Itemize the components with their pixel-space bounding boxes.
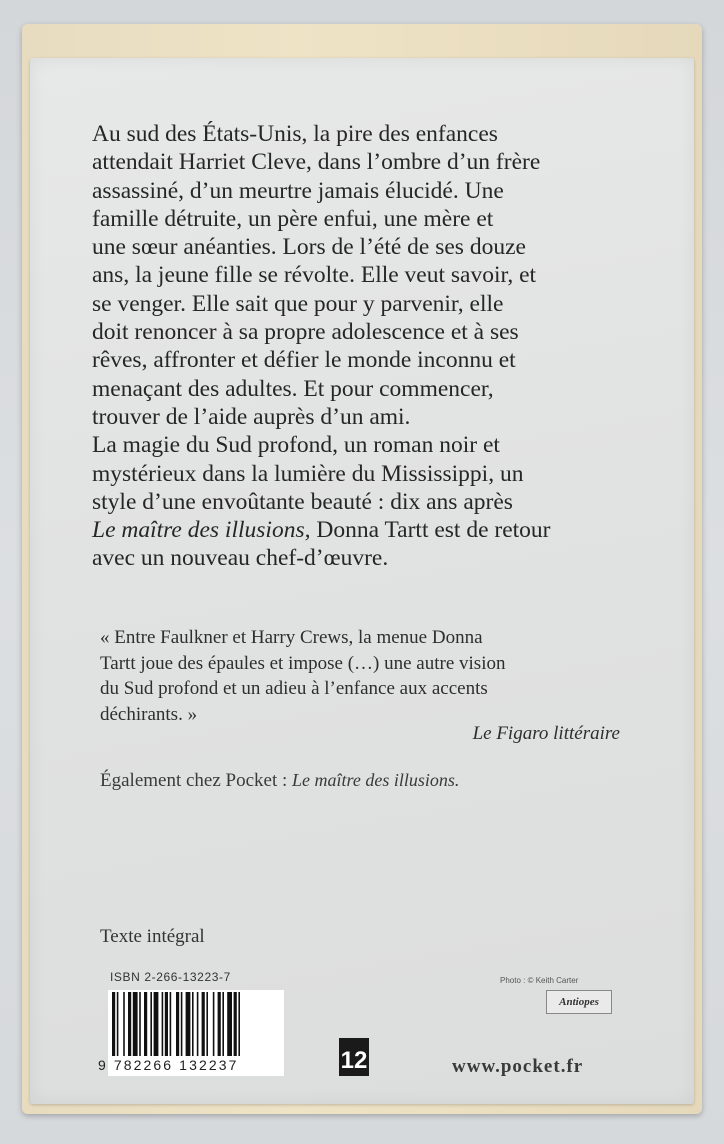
barcode-bar (181, 992, 183, 1056)
blurb-line: La magie du Sud profond, un roman noir et (92, 432, 500, 459)
blurb-line: avec un nouveau chef-d’œuvre. (92, 545, 389, 572)
also-title: Le maître des illusions. (292, 770, 460, 790)
barcode-bar (144, 992, 147, 1056)
blurb-line: ans, la jeune fille se révolte. Elle veut savoir, et (92, 262, 537, 289)
quote-line: du Sud profond et un adieu à l’enfance aux accents (100, 678, 488, 699)
photo-credit: Photo : © Keith Carter (500, 976, 579, 985)
barcode-bar (150, 992, 152, 1056)
barcode-bar (170, 992, 172, 1056)
blurb (92, 120, 640, 573)
blurb-line: doit renoncer à sa propre adolescence et à ses (92, 319, 519, 346)
barcode-bar (123, 992, 125, 1056)
blurb-line-rest: Donna Tartt est de retour (310, 517, 551, 544)
barcode-bar (176, 992, 179, 1056)
blurb-line: attendait Harriet Cleve, dans l’ombre d’un frère (92, 149, 541, 176)
barcode-bar (202, 992, 205, 1056)
barcode-bar (154, 992, 159, 1056)
barcode-bar (192, 992, 194, 1056)
blurb-line: famille détruite, un père enfui, une mère et (92, 205, 494, 232)
agency-logo: Antiopes (546, 990, 612, 1014)
blurb-line: assassiné, d’un meurtre jamais élucidé. Une (92, 177, 504, 204)
quote-source: Le Figaro littéraire (472, 723, 620, 744)
barcode-bar (165, 992, 168, 1056)
blurb-line: trouver de l’aide auprès d’un ami. (92, 403, 411, 430)
barcode-bar (218, 992, 221, 1056)
full-text-label: Texte intégral (100, 926, 205, 947)
quote-line: Tartt joue des épaules et impose (…) une autre vision (100, 652, 506, 674)
pocket-12-logo (339, 1028, 369, 1076)
ean-digits: 9 782266 132237 (98, 1057, 239, 1073)
blurb-line: rêves, affronter et défier le monde inconnu et (92, 347, 516, 374)
blurb-line: mystérieux dans la lumière du Mississippi, un (92, 460, 524, 487)
barcode-bar (234, 992, 237, 1056)
blurb-line: une sœur anéanties. Lors de l’été de ses douze (92, 234, 526, 261)
publisher-url: www.pocket.fr (452, 1056, 584, 1077)
barcode-bar (139, 992, 141, 1056)
barcode-bar (222, 992, 224, 1056)
blurb-line: style d’une envoûtante beauté : dix ans après (92, 488, 513, 515)
barcode-bar (133, 992, 138, 1056)
barcode-bar (117, 992, 119, 1056)
also-prefix: Également chez Pocket : (100, 770, 293, 791)
barcode-bar (112, 992, 115, 1056)
press-quote (100, 625, 620, 727)
book-title-italic: Le maître des illusions, (92, 517, 311, 544)
barcode-bar (213, 992, 215, 1056)
barcode-bar (162, 992, 164, 1056)
logo-label: 12 (340, 1047, 368, 1074)
barcode-bar (238, 992, 240, 1056)
quote-line: déchirants. » (100, 703, 198, 725)
also-available (100, 770, 459, 792)
quote-line: « Entre Faulkner et Harry Crews, la menue Donna (100, 627, 483, 648)
barcode-bar (186, 992, 191, 1056)
barcode-bar (197, 992, 199, 1056)
isbn: ISBN 2-266-13223-7 (110, 970, 231, 984)
barcode-bar (128, 992, 131, 1056)
blurb-line: menaçant des adultes. Et pour commencer, (92, 375, 494, 402)
barcode-bar (206, 992, 208, 1056)
blurb-line: se venger. Elle sait que pour y parvenir, elle (92, 290, 504, 317)
blurb-line (92, 516, 640, 544)
barcode-bar (227, 992, 232, 1056)
blurb-line: Au sud des États-Unis, la pire des enfances (92, 121, 498, 147)
